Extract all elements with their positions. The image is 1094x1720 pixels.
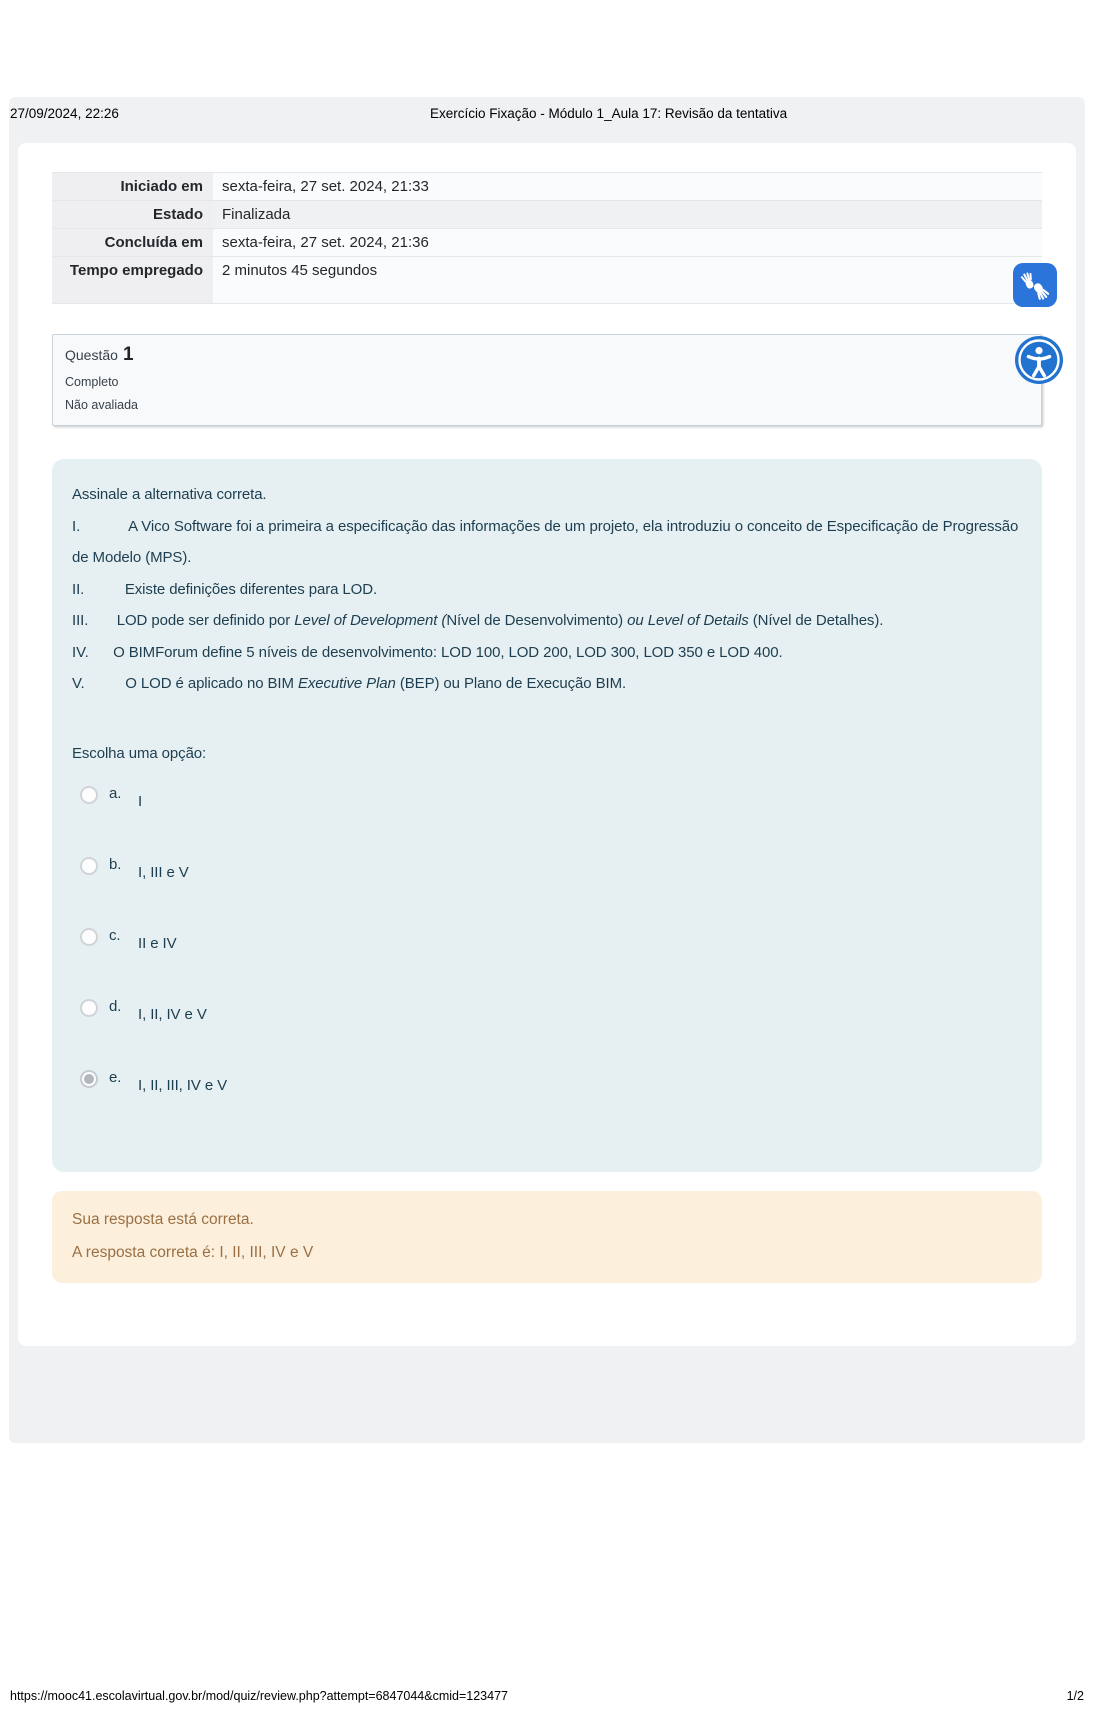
summary-label: Concluída em bbox=[52, 229, 213, 257]
option-text: II e IV bbox=[138, 935, 177, 952]
summary-label: Iniciado em bbox=[52, 173, 213, 201]
option-letter: e. bbox=[109, 1069, 122, 1086]
print-header-title: Exercício Fixação - Módulo 1_Aula 17: Revisão da tentativa bbox=[430, 106, 788, 121]
radio-button-a[interactable] bbox=[80, 786, 98, 804]
question-grading-status: Não avaliada bbox=[65, 398, 138, 412]
quiz-page-background bbox=[9, 97, 1085, 1443]
summary-value: 2 minutos 45 segundos bbox=[213, 257, 1042, 304]
question-number-value: 1 bbox=[122, 344, 134, 365]
question-prompt: Assinale a alternativa correta. bbox=[72, 486, 267, 503]
question-item-2: II. Existe definições diferentes para LOD. bbox=[72, 580, 378, 598]
option-text: I, II, III, IV e V bbox=[138, 1077, 228, 1094]
question-item-5: V. O LOD é aplicado no BIM Executive Plan (BEP) ou Plano de Execução BIM. bbox=[72, 675, 627, 692]
summary-label: Estado bbox=[52, 201, 213, 229]
vlibras-button[interactable] bbox=[1013, 263, 1057, 307]
table-row bbox=[52, 257, 1042, 304]
print-page bbox=[0, 97, 1094, 1720]
accessibility-button[interactable] bbox=[1015, 336, 1063, 384]
table-row bbox=[52, 229, 1042, 257]
radio-button-e[interactable] bbox=[80, 1070, 98, 1088]
option-letter: d. bbox=[109, 998, 122, 1015]
radio-button-d[interactable] bbox=[80, 999, 98, 1017]
question-number bbox=[65, 344, 1029, 366]
summary-value: sexta-feira, 27 set. 2024, 21:33 bbox=[213, 173, 1042, 201]
answer-option-b[interactable] bbox=[80, 854, 1022, 884]
question-info-box bbox=[52, 334, 1042, 426]
question-label: Questão bbox=[65, 347, 118, 363]
question-status: Completo bbox=[65, 375, 119, 389]
vlibras-hands-icon bbox=[1018, 268, 1052, 302]
option-text: I bbox=[138, 793, 143, 810]
answer-options bbox=[72, 783, 1022, 1097]
question-body bbox=[52, 459, 1042, 1172]
summary-label: Tempo empregado bbox=[52, 257, 213, 304]
answer-option-c[interactable] bbox=[80, 925, 1022, 955]
answer-option-e[interactable] bbox=[80, 1067, 1022, 1097]
question-item-1: I. A Vico Software foi a primeira a especificação das informações de um projeto, ela introduziu o conceito de Especificação de Progressão de Modelo (MPS). bbox=[72, 517, 1023, 566]
option-letter: a. bbox=[109, 785, 122, 802]
feedback-box bbox=[52, 1191, 1042, 1283]
feedback-result: Sua resposta está correta. bbox=[72, 1211, 254, 1228]
answer-option-a[interactable] bbox=[80, 783, 1022, 813]
print-footer-url: https://mooc41.escolavirtual.gov.br/mod/quiz/review.php?attempt=6847044&cmid=123477 bbox=[10, 1689, 508, 1703]
answer-option-d[interactable] bbox=[80, 996, 1022, 1026]
radio-button-b[interactable] bbox=[80, 857, 98, 875]
option-text: I, II, IV e V bbox=[138, 1006, 207, 1023]
feedback-correct-answer: A resposta correta é: I, II, III, IV e V bbox=[72, 1243, 314, 1261]
print-footer-page-number: 1/2 bbox=[1066, 1689, 1084, 1703]
quiz-review-card bbox=[18, 143, 1076, 1346]
option-text: I, III e V bbox=[138, 864, 189, 881]
table-row bbox=[52, 173, 1042, 201]
summary-value: sexta-feira, 27 set. 2024, 21:36 bbox=[213, 229, 1042, 257]
attempt-summary-table bbox=[52, 172, 1042, 304]
question-item-3: III. LOD pode ser definido por Level of Development (Nível de Desenvolvimento) ou Level of Details (Nível de Detalhes). bbox=[72, 612, 884, 629]
option-letter: b. bbox=[109, 856, 122, 873]
summary-value: Finalizada bbox=[213, 201, 1042, 229]
print-header-datetime: 27/09/2024, 22:26 bbox=[10, 106, 119, 121]
option-letter: c. bbox=[109, 927, 121, 944]
question-item-4: IV. O BIMForum define 5 níveis de desenvolvimento: LOD 100, LOD 200, LOD 300, LOD 350 e LOD 400. bbox=[72, 643, 783, 661]
choose-option-label: Escolha uma opção: bbox=[72, 744, 207, 762]
table-row bbox=[52, 201, 1042, 229]
radio-button-c[interactable] bbox=[80, 928, 98, 946]
accessibility-icon bbox=[1015, 336, 1063, 384]
